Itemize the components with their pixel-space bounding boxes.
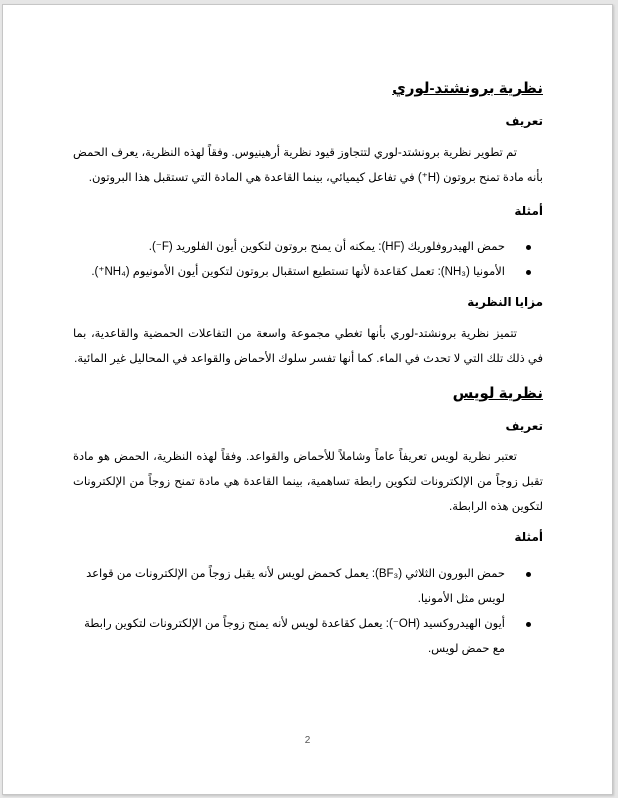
section-title-bronsted-lowry: نظرية برونشتد-لوري	[392, 80, 543, 97]
bronsted-advantages-paragraph: تتميز نظرية برونشتد-لوري بأنها تغطي مجموعة واسعة من التفاعلات الحمضية والقاعدية، بما في ذلك تلك التي لا تحدث في الماء. كما أنها تفسر سلوك الأحماض والقواعد في المحاليل غير المائية.	[73, 328, 543, 365]
list-item	[73, 235, 543, 260]
bullet-icon	[526, 572, 531, 577]
lewis-definition-paragraph: تعتبر نظرية لويس تعريفاً عاماً وشاملاً للأحماض والقواعد. وفقاً لهذه النظرية، الحمض هو مادة تقبل زوجاً من الإلكترونات لتكوين رابطة تساهمية، بينما القاعدة هي مادة تمنح زوجاً من الإلكترونات لتكوين هذه الرابطة.	[73, 451, 543, 513]
lewis-examples-list	[73, 562, 543, 662]
bullet-icon	[526, 245, 531, 250]
list-item	[73, 260, 543, 285]
lewis-examples-heading: أمثلة	[514, 530, 543, 544]
bronsted-advantages-heading: مزايا النظرية	[467, 295, 543, 309]
list-item	[73, 562, 543, 612]
example-text: الأمونيا (NH₃): تعمل كقاعدة لأنها تستطيع استقبال بروتون لتكوين أيون الأمونيوم (NH₄⁺).	[91, 266, 505, 278]
page-number: 2	[304, 735, 311, 746]
lewis-definition-heading: تعريف	[505, 419, 543, 433]
bullet-icon	[526, 622, 531, 627]
example-text: حمض الهيدروفلوريك (HF): يمكنه أن يمنح بروتون لتكوين أيون الفلوريد (F⁻).	[148, 241, 505, 253]
bronsted-examples-heading: أمثلة	[514, 204, 543, 218]
section-title-lewis: نظرية لويس	[452, 385, 543, 402]
example-text: حمض البورون الثلاثي (BF₃): يعمل كحمض لويس لأنه يقبل زوجاً من الإلكترونات من قواعد لويس مثل الأمونيا.	[86, 568, 505, 605]
bronsted-definition-heading: تعريف	[505, 114, 543, 128]
bullet-icon	[526, 270, 531, 275]
bronsted-definition-paragraph: تم تطوير نظرية برونشتد-لوري لتتجاوز قيود نظرية أرهينيوس. وفقاً لهذه النظرية، يعرف الحمض بأنه مادة تمنح بروتون (H⁺) في تفاعل كيميائي، بينما القاعدة هي المادة التي تستقبل هذا البروتون.	[73, 147, 543, 184]
document-page	[2, 4, 613, 795]
example-text: أيون الهيدروكسيد (OH⁻): يعمل كقاعدة لويس لأنه يمنح زوجاً من الإلكترونات لتكوين رابطة مع حمض لويس.	[84, 618, 505, 655]
bronsted-examples-list	[73, 235, 543, 285]
list-item	[73, 612, 543, 662]
